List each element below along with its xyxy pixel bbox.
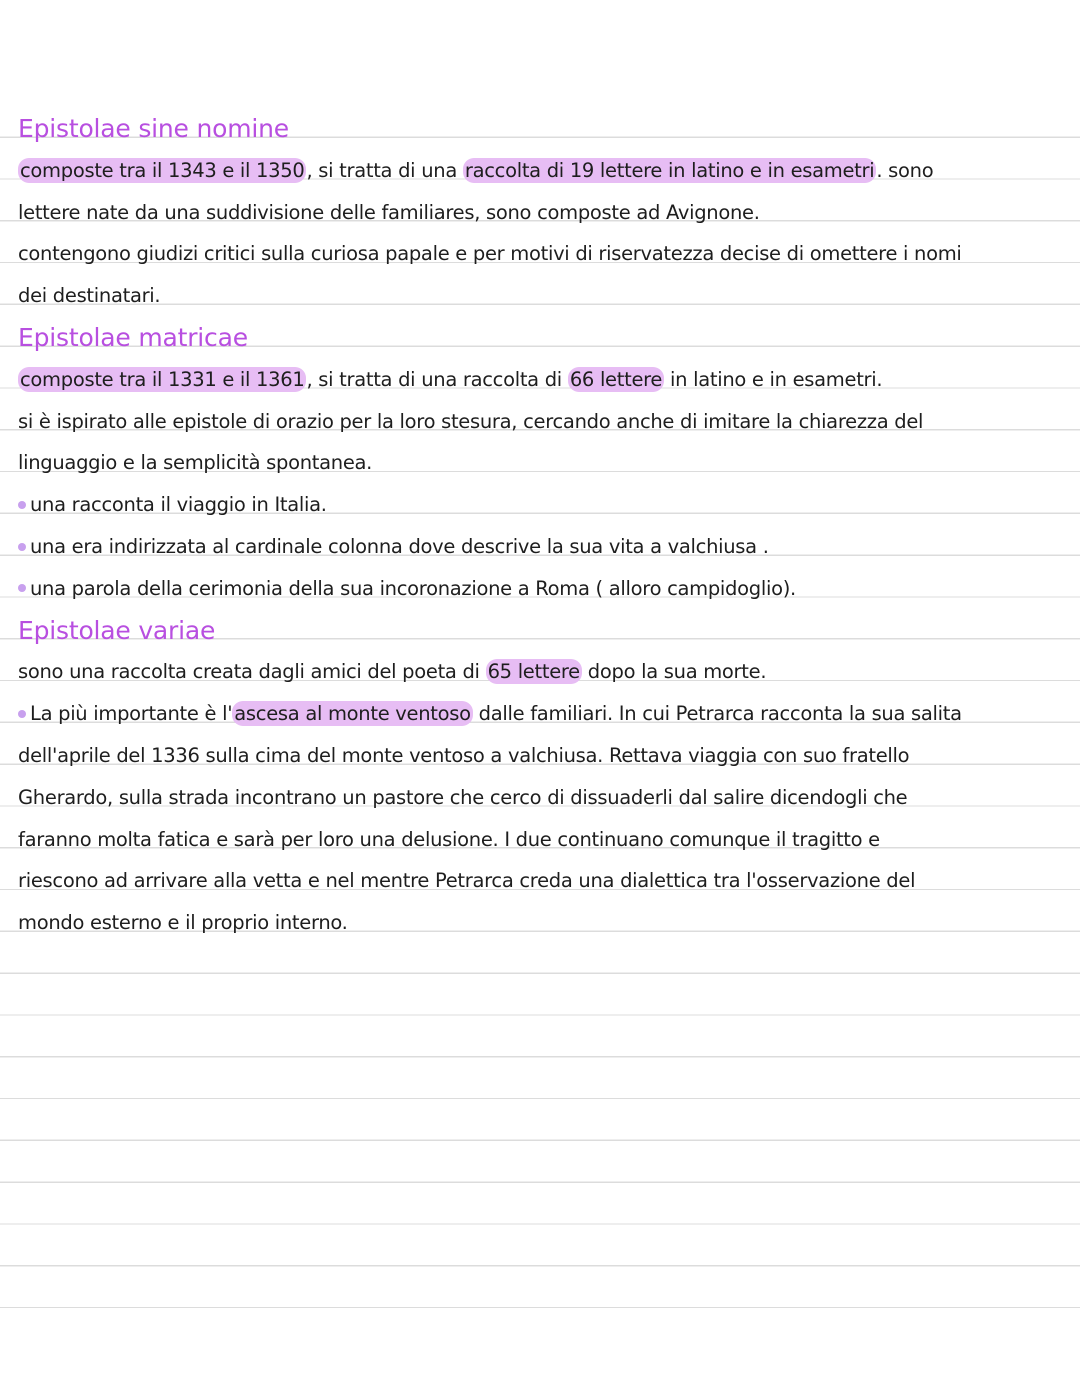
text-line — [18, 735, 1068, 777]
highlighted-text: composte tra il 1331 e il 1361 — [20, 367, 305, 391]
text-run: mondo esterno e il proprio interno. — [18, 911, 348, 935]
text-run: sono una raccolta creata dagli amici del poeta di — [18, 660, 486, 684]
text-line — [18, 860, 1068, 902]
text-line — [18, 401, 1068, 443]
bullet-line — [18, 693, 1068, 735]
text-line — [18, 150, 1068, 192]
highlighted-text: composte tra il 1343 e il 1350 — [20, 158, 305, 182]
bullet-dot-icon — [18, 584, 26, 592]
text-line — [18, 902, 1068, 944]
bullet-line — [18, 526, 1068, 568]
bullet-line — [18, 568, 1068, 610]
bullet-line — [18, 484, 1068, 526]
text-run: linguaggio e la semplicità spontanea. — [18, 451, 373, 475]
text-line — [18, 359, 1068, 401]
text-run: faranno molta fatica e sarà per loro una delusione. I due continuano comunque il tragitto e — [18, 827, 880, 851]
text-run: , si tratta di una raccolta di — [306, 367, 568, 391]
highlighted-text: raccolta di 19 lettere in latino e in esametri — [464, 158, 875, 182]
bullet-dot-icon — [18, 710, 26, 718]
text-run: una era indirizzata al cardinale colonna dove descrive la sua vita a valchiusa . — [30, 535, 769, 558]
text-line — [18, 192, 1068, 234]
text-run: una racconta il viaggio in Italia. — [30, 493, 327, 517]
text-run: si è ispirato alle epistole di orazio per la loro stesura, cercando anche di imitare la chiarezza del — [18, 409, 924, 433]
text-line — [18, 819, 1068, 861]
text-line — [18, 233, 1068, 275]
text-run: in latino e in esametri. — [664, 367, 883, 391]
section-heading: Epistolae matricae — [18, 323, 248, 352]
text-run: Gherardo, sulla strada incontrano un pastore che cerco di dissuaderli dal salire dicendogli che — [18, 785, 908, 809]
highlighted-text: ascesa al monte ventoso — [234, 702, 471, 726]
highlighted-text: 65 lettere — [487, 660, 580, 684]
section-heading: Epistolae sine nomine — [18, 114, 289, 143]
text-run: una parola della cerimonia della sua incoronazione a Roma ( alloro campidoglio). — [30, 576, 796, 600]
bullet-dot-icon — [18, 543, 26, 551]
text-run: contengono giudizi critici sulla curiosa papale e per motivi di riservatezza decise di omettere i nomi — [18, 242, 962, 266]
text-run: . sono — [876, 158, 934, 182]
text-run: riescono ad arrivare alla vetta e nel mentre Petrarca creda una dialettica tra l'osservazione del — [18, 869, 916, 893]
highlighted-text: 66 lettere — [569, 367, 663, 391]
section-heading: Epistolae variae — [18, 615, 216, 645]
text-line — [18, 442, 1068, 484]
text-line — [18, 275, 1068, 317]
bullet-dot-icon — [18, 501, 26, 509]
text-run: dei destinatari. — [18, 284, 161, 308]
text-run: dell'aprile del 1336 sulla cima del monte ventoso a valchiusa. Rettava viaggia con suo fratello — [18, 744, 910, 767]
text-run: , si tratta di una — [306, 158, 463, 182]
text-line — [18, 777, 1068, 819]
text-run: dalle familiari. In cui Petrarca racconta la sua salita — [472, 702, 962, 726]
text-run: dopo la sua morte. — [581, 660, 767, 684]
text-run: La più importante è l' — [30, 702, 233, 726]
text-line — [18, 651, 1068, 693]
text-run: lettere nate da una suddivisione delle familiares, sono composte ad Avignone. — [18, 200, 760, 224]
